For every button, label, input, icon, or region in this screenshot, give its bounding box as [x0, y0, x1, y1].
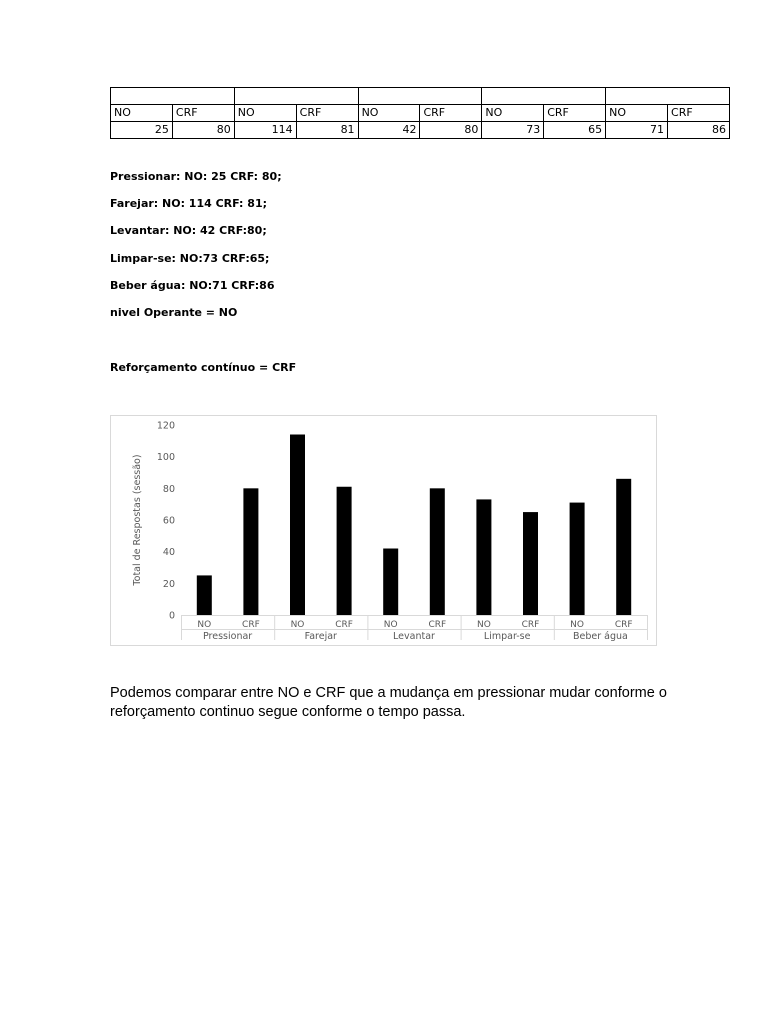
x-subcategory-label: NO	[570, 620, 585, 630]
table-value-cell: 71	[606, 122, 668, 139]
x-group-label: Beber água	[572, 631, 628, 642]
note-limpar-se: Limpar-se: NO:73 CRF:65;	[110, 252, 270, 265]
y-tick-label: 20	[162, 578, 175, 590]
table-row-headers	[111, 105, 730, 122]
table-header-cell: NO	[358, 105, 420, 122]
table-value-cell: 80	[172, 122, 234, 139]
y-tick-label: 80	[162, 483, 175, 495]
table-value-cell: 80	[420, 122, 482, 139]
table-value-cell: 65	[544, 122, 606, 139]
x-subcategory-label: NO	[197, 620, 212, 630]
bar-beber-água-no	[570, 503, 585, 615]
bar-limpar-se-crf	[523, 512, 538, 615]
x-subcategory-label: CRF	[335, 620, 353, 630]
bar-pressionar-no	[197, 575, 212, 615]
bar-beber-água-crf	[616, 479, 631, 615]
x-subcategory-label: NO	[290, 620, 305, 630]
y-axis-label: Total de Respostas (sessão)	[132, 454, 143, 586]
x-subcategory-label: CRF	[521, 620, 540, 630]
bar-levantar-crf	[430, 488, 445, 615]
bar-limpar-se-no	[476, 499, 491, 615]
note-farejar: Farejar: NO: 114 CRF: 81;	[110, 197, 267, 210]
x-group-label: Farejar	[304, 631, 337, 642]
table-header-cell: CRF	[172, 105, 234, 122]
table-cell-blank	[606, 88, 730, 105]
table-header-cell: NO	[111, 105, 173, 122]
table-header-cell: CRF	[420, 105, 482, 122]
table-row-values	[111, 122, 730, 139]
x-group-label: Limpar-se	[483, 631, 531, 642]
table-header-cell: CRF	[544, 105, 606, 122]
table-cell-blank	[482, 88, 606, 105]
y-tick-label: 120	[156, 420, 175, 432]
y-tick-label: 40	[162, 547, 175, 559]
table-cell-blank	[111, 88, 235, 105]
table-cell-blank	[358, 88, 482, 105]
table-header-cell: CRF	[296, 105, 358, 122]
bar-farejar-no	[290, 435, 305, 616]
note-nivel-operante: nivel Operante = NO	[110, 306, 238, 319]
table-value-cell: 114	[234, 122, 296, 139]
table-header-cell: NO	[482, 105, 544, 122]
x-group-label: Pressionar	[202, 631, 253, 642]
table-value-cell: 42	[358, 122, 420, 139]
x-group-label: Levantar	[393, 631, 435, 642]
table-cell-blank	[234, 88, 358, 105]
note-pressionar: Pressionar: NO: 25 CRF: 80;	[110, 170, 282, 183]
bar-chart-svg	[111, 416, 658, 647]
table-value-cell: 25	[111, 122, 173, 139]
x-subcategory-label: NO	[383, 620, 398, 630]
y-tick-label: 100	[156, 452, 175, 464]
table-header-cell: CRF	[668, 105, 730, 122]
x-subcategory-label: CRF	[614, 620, 633, 630]
table-value-cell: 86	[668, 122, 730, 139]
table-header-cell: NO	[234, 105, 296, 122]
y-tick-label: 0	[168, 610, 175, 622]
y-tick-label: 60	[162, 515, 175, 527]
bar-chart	[110, 415, 657, 646]
table-header-cell: NO	[606, 105, 668, 122]
bar-levantar-no	[383, 549, 398, 616]
data-table	[110, 87, 730, 139]
bar-pressionar-crf	[243, 488, 258, 615]
note-reforcamento-continuo: Reforçamento contínuo = CRF	[110, 361, 297, 374]
table-value-cell: 73	[482, 122, 544, 139]
x-subcategory-label: NO	[476, 620, 491, 630]
x-subcategory-label: CRF	[428, 620, 447, 630]
bar-farejar-crf	[337, 487, 352, 615]
x-subcategory-label: CRF	[242, 620, 260, 630]
table-row-blank	[111, 88, 730, 105]
table-value-cell: 81	[296, 122, 358, 139]
note-levantar: Levantar: NO: 42 CRF:80;	[110, 224, 267, 237]
conclusion-paragraph: Podemos comparar entre NO e CRF que a mudança em pressionar mudar conforme o reforçamento continuo segue conforme o tempo passa.	[110, 685, 667, 720]
note-beber-agua: Beber água: NO:71 CRF:86	[110, 279, 275, 292]
